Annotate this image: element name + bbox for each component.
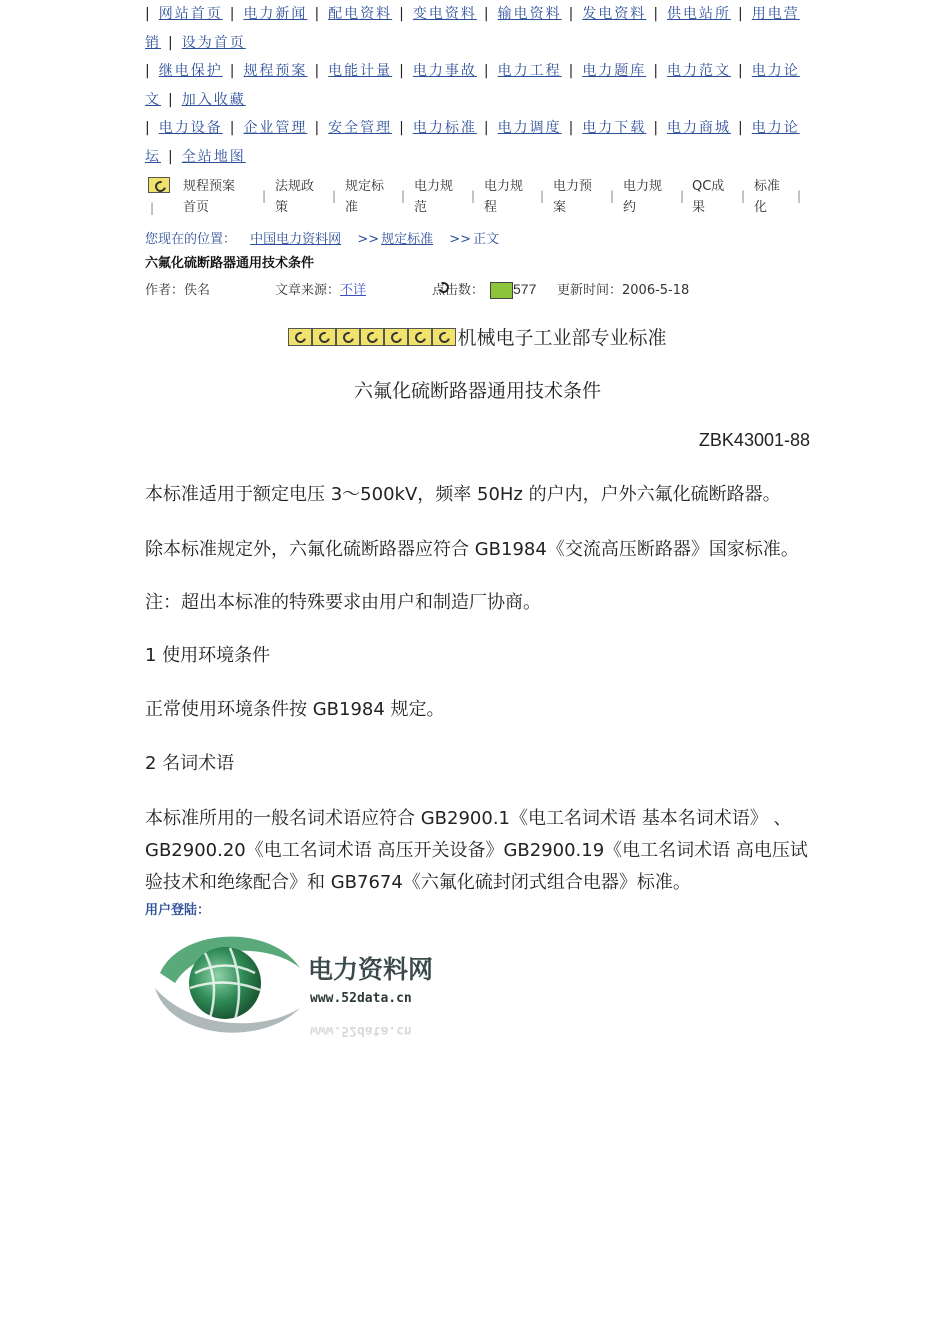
clicks-value: 577 [513,281,537,297]
subnav-item-label: 案 [553,200,567,215]
document-title: 六氟化硫断路器通用技术条件 [353,380,601,402]
nav-separator: | [399,120,406,136]
author: 作者：佚名 [145,283,211,298]
source-link[interactable]: 不详 [340,283,367,298]
subnav-item-label: 标准 [754,179,781,194]
subnav-separator: | [741,189,746,203]
nav-separator: | [483,63,491,79]
nav-separator: | [314,63,322,79]
subnav-item-label: 电力规 [623,179,663,194]
subnav-separator: | [540,189,545,203]
nav-separator: | [738,120,745,136]
subnav-item-label: 化 [754,200,768,215]
nav-link[interactable]: 电力题库 [582,63,647,79]
paragraph-environment: 正常使用环境条件按 GB1984 规定。 [145,699,445,720]
nav-link[interactable]: 电力商城 [667,120,732,136]
subnav-item[interactable] [183,176,235,218]
clicks-label: 点击数： [432,283,485,298]
subnav-separator: | [610,189,615,203]
nav-link[interactable]: 电力调度 [497,120,562,136]
nav-line-2 [145,57,810,114]
image-placeholder-icon [384,328,408,346]
subnav-item[interactable] [275,176,314,218]
breadcrumb-section-link[interactable]: 规定标准 [381,232,434,247]
image-placeholder-icon [432,328,456,346]
banner-icon-strip [288,326,456,348]
nav-separator: | [738,63,745,79]
subnav-item-label: 准 [345,200,359,215]
nav-link[interactable]: 规程预案 [243,63,308,79]
nav-link[interactable]: 电能计量 [328,63,393,79]
subnav-item-label: QC成 [692,179,725,194]
nav-link[interactable]: 加入收藏 [181,91,246,108]
nav-link[interactable]: 企业管理 [243,120,308,136]
paragraph-scope: 本标准适用于额定电压 3～500kV，频率 50Hz 的户内，户外六氟化硫断路器。 [145,484,781,505]
breadcrumb-home-link[interactable]: 中国电力资料网 [250,232,342,247]
subnav-item[interactable] [414,176,453,218]
nav-separator: | [483,120,491,136]
nav-separator: | [568,63,576,79]
source-label: 文章来源： [275,283,341,298]
subnav-item-label: 电力规 [484,179,524,194]
site-logo [150,928,470,1053]
nav-link[interactable]: 电力事故 [412,63,477,79]
globe-logo-icon [150,928,470,1053]
nav-line-1 [145,0,810,57]
nav-link[interactable]: 电力论坛 [145,120,800,165]
nav-separator: | [653,6,661,22]
subnav-item[interactable] [692,176,724,218]
subnav-separator: | [680,189,685,203]
nav-separator: | [483,6,491,22]
nav-separator: | [399,6,406,22]
user-login-label: 用户登陆： [145,903,211,918]
subnav-item-label: 规程预案 [183,179,236,194]
article-title: 六氟化硫断路器通用技术条件 [145,256,315,271]
image-placeholder-icon [336,328,360,346]
nav-separator: | [653,63,661,79]
image-placeholder-icon [288,328,312,346]
nav-separator: | [145,63,152,79]
subnav-item-label: 电力预 [553,179,593,194]
nav-separator: | [168,91,175,108]
nav-separator: | [229,120,237,136]
breadcrumb-arrow: >> [449,232,472,247]
nav-link[interactable]: 电力标准 [412,120,477,136]
image-placeholder-icon [360,328,384,346]
paragraph-terms: 本标准所用的一般名词术语应符合 GB2900.1《电工名词术语 基本名词术语》 、GB2900.20《电工名词术语 高压开关设备》GB2900.19《电工名词术语 高电压试验技术和绝缘配合》和 GB7674《六氟化硫封闭式组合电器》标准。 [145,808,808,893]
clicks-icon [490,282,513,299]
nav-separator: | [653,120,661,136]
subnav-separator: | [332,189,337,203]
subnav-separator: | [262,189,267,203]
nav-separator: | [168,148,175,165]
logo-cn-text: 电力资料网 [308,955,434,984]
nav-separator: | [399,63,406,79]
nav-link[interactable]: 变电资料 [412,6,477,22]
paragraph-note: 注：超出本标准的特殊要求由用户和制造厂协商。 [145,592,541,613]
nav-separator: | [145,6,152,22]
nav-separator: | [568,120,576,136]
subnav-item[interactable] [345,176,384,218]
nav-separator: | [229,63,237,79]
image-placeholder-icon [312,328,336,346]
banner-text: 机械电子工业部专业标准 [457,327,667,349]
nav-link[interactable]: 供电站所 [667,6,732,22]
nav-separator: | [229,6,237,22]
subnav-item-label: 规定标 [345,179,385,194]
nav-link[interactable]: 电力下载 [582,120,647,136]
nav-separator: | [314,120,322,136]
document-banner [145,323,810,350]
subnav-item-label: 程 [484,200,498,215]
nav-separator: | [168,34,175,51]
nav-link[interactable]: 网站首页 [158,6,223,22]
section-heading-1: 1 使用环境条件 [145,645,271,666]
logo-url-text: www.52data.cn [310,991,412,1006]
nav-separator: | [145,120,152,136]
nav-line-3 [145,114,810,171]
breadcrumb [145,228,509,247]
nav-link[interactable]: 配电资料 [328,6,393,22]
paragraph-compliance: 除本标准规定外，六氟化硫断路器应符合 GB1984《交流高压断路器》国家标准。 [145,539,799,560]
nav-link[interactable]: 电力论文 [145,63,800,108]
nav-link[interactable]: 安全管理 [328,120,393,136]
breadcrumb-current: 正文 [473,232,500,247]
nav-link[interactable]: 电力新闻 [243,6,308,22]
subnav-item-label: 法规政 [275,179,315,194]
sub-navigation [145,173,810,223]
subnav-item-label: 策 [275,200,289,215]
image-placeholder-icon [408,328,432,346]
breadcrumb-arrow: >> [357,232,380,247]
logo-url-reflection: www.52data.cn [310,1023,412,1038]
nav-link[interactable]: 全站地图 [181,148,246,165]
nav-separator: | [568,6,576,22]
updated-time: 更新时间：2006-5-18 [557,283,690,298]
subnav-item-label: 范 [414,200,428,215]
nav-link[interactable]: 输电资料 [497,6,562,22]
subnav-item[interactable] [623,176,662,218]
subnav-separator: | [797,189,802,203]
subnav-item-label: 果 [692,200,706,215]
section-icon [148,177,170,193]
subnav-item-label: 首页 [183,200,210,215]
subnav-item-label: 电力规 [414,179,454,194]
nav-link[interactable]: 电力工程 [497,63,562,79]
nav-link[interactable]: 用电营销 [145,6,800,51]
subnav-separator: | [401,189,406,203]
nav-link[interactable]: 继电保护 [158,63,223,79]
nav-link[interactable]: 设为首页 [181,34,246,51]
subnav-item[interactable] [754,176,780,218]
nav-separator: | [314,6,322,22]
subnav-item[interactable] [484,176,523,218]
subnav-item-label: 约 [623,200,637,215]
nav-separator: | [738,6,745,22]
nav-link[interactable]: 发电资料 [582,6,647,22]
subnav-separator: | [471,189,476,203]
subnav-item[interactable] [553,176,592,218]
nav-link[interactable]: 电力设备 [158,120,223,136]
breadcrumb-label: 您现在的位置： [145,232,237,247]
subnav-separator: | [150,201,155,215]
section-heading-2: 2 名词术语 [145,753,235,774]
standard-code: ZBK43001-88 [698,430,810,450]
nav-link[interactable]: 电力范文 [667,63,732,79]
